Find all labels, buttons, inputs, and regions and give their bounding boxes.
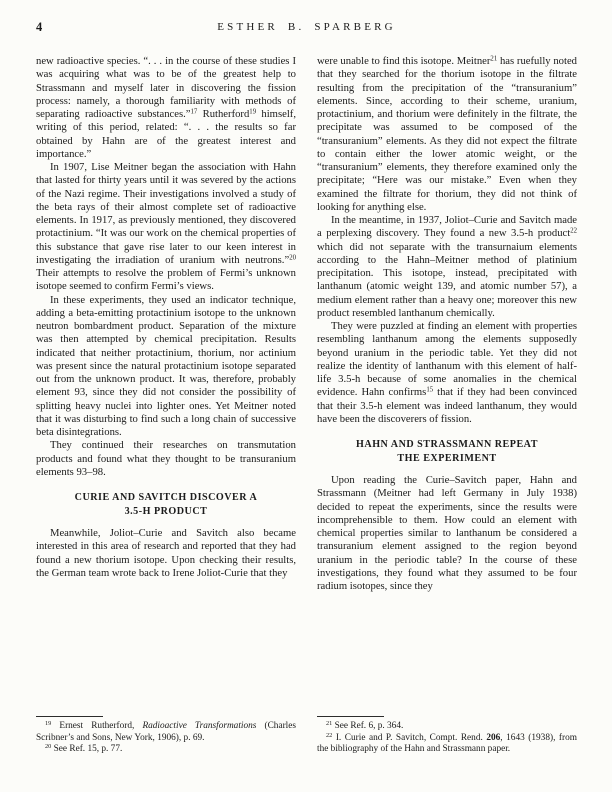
paragraph <box>36 161 296 294</box>
footnotes-block <box>36 710 296 755</box>
section-heading <box>36 491 296 518</box>
paragraph: They continued their researches on transmutation products and found what they thought to be transuranium elements 93–98. <box>36 440 296 478</box>
footnote-ref: 22 <box>570 227 577 235</box>
footnote-text: I. Curie and P. Savitch, Compt. Rend. <box>332 732 487 743</box>
footnote <box>36 744 296 755</box>
body-text: that if they had been convinced that their 3.5-h element was indeed lanthanum, they would have been the discoverers of fission. <box>317 387 577 425</box>
body-text: which did not separate with the transurnaium elements according to the Hahn–Meitner method of platinium precipitation. This isotope, instead, precipitated with lanthanum (atomic weight 139, and atomic number 57), a medium element rather than a heavy one; moreover this new product resembled lanthanum chemically. <box>317 241 577 319</box>
body-text: Their attempts to resolve the problem of Fermi’s unknown isotope seemed to confirm Fermi’s views. <box>36 268 296 293</box>
heading-line: HAHN AND STRASSMANN REPEAT <box>356 439 538 450</box>
paragraph: In these experiments, they used an indicator technique, adding a beta-emitting protactinium isotope to the unknown neutron bombardment product. Separation of the mixture was then attempted by chemical precipitation. Results indicated that neither protactinium, thorium, nor actinium was present since the natural protactinium isotope separated out from the unknown product. It was, therefore, probably element 93, since they did not consider the possibility of splitting heavy nuclei into lighter ones. Yet Meitner noted that it was disturbing to find such a long chain of successive beta disintegrations. <box>36 294 296 438</box>
heading-line: THE EXPERIMENT <box>397 452 497 464</box>
body-text: They were puzzled at finding an element with properties resembling lanthanum among the elements supposedly beyond uranium in the periodic table. Yet they did not realize the identity of lanthanum with this element of half-life 3.5-h because of some anomalies in the chemical evidence. Hahn confirms <box>317 321 577 399</box>
footnote-marker: 22 <box>326 731 333 739</box>
footnote-text: , 1643 (1938), from the bibliography of the Hahn and Strassmann paper. <box>317 732 577 754</box>
body-text: were unable to find this isotope. Meitner <box>317 56 491 67</box>
footnote-text: See Ref. 15, p. 77. <box>51 743 123 754</box>
footnotes-block <box>317 710 577 755</box>
footnote-text: (Charles Scribner’s and Sons, New York, 1906), p. 69. <box>36 721 297 743</box>
footnote-marker: 20 <box>45 742 52 750</box>
footnote-ref: 20 <box>289 254 296 262</box>
footnote <box>317 721 577 732</box>
footnote-separator <box>317 716 384 717</box>
running-head <box>36 20 577 38</box>
paragraph: Upon reading the Curie–Savitch paper, Hahn and Strassmann (Meitner had left Germany in July 1938) decided to repeat the experiments, since the results were incomprehensible to them. How could an element with chemical properties similar to lanthanum be considered a transuranium element assigned to the region beyond uranium in the periodic table? In the course of these investigations, they found what they assumed to be four radium isotopes, since they <box>317 475 577 592</box>
footnote-bold-volume: 206 <box>486 732 501 743</box>
paragraph <box>317 214 577 320</box>
running-title: ESTHER B. SPARBERG <box>217 21 396 33</box>
paragraph: Meanwhile, Joliot–Curie and Savitch also became interested in this area of research and reported that they had found a new thorium isotope. Upon checking their results, the German team wrote back to Irene Joliot-Curie that they <box>36 528 296 579</box>
section-heading <box>317 438 577 465</box>
right-column <box>317 55 577 755</box>
two-column-body <box>36 55 577 755</box>
body-text: In 1907, Lise Meitner began the association with Hahn that lasted for thirty years until it was severed by the actions of the Nazi regime. Their investigations involved a study of the beta rays of their almost complete set of radioactive elements. In 1917, as previously mentioned, they discovered protactinium. “It was our work on the chemical properties of this substance that gave rise later to our keen interest in investigating the irradiation of uranium with neutrons.” <box>36 162 296 266</box>
footnote <box>317 733 577 755</box>
page-number: 4 <box>36 20 43 34</box>
paragraph <box>317 55 577 214</box>
footnote-ref: 15 <box>426 386 434 394</box>
footnote-ref: 21 <box>490 55 498 63</box>
footnote <box>36 721 296 743</box>
footnote-separator <box>36 716 103 717</box>
heading-line: 3.5-H PRODUCT <box>124 505 208 517</box>
footnote-ref: 19 <box>249 108 257 116</box>
footnote-text: Ernest Rutherford, <box>51 721 143 732</box>
footnote-marker: 21 <box>326 720 333 728</box>
paragraph <box>317 320 577 426</box>
body-text: has ruefully noted that they searched for the thorium isotope in the filtrate resulting from the precipitation of the “transuranium” elements. Since, according to their scheme, uranium, protactinium, and thorium were definitely in the filtrate, the precipitate was assumed to be composed of the “transuranium” elements. As they did not expect the filtrate to contain either the lower atomic weight, or the “transuranium” elements, they therefore examined only the precipitate; “Here was our mistake.” Even when they examined the filtrate for thorium, they did not think of looking for anything else. <box>317 56 577 213</box>
left-column <box>36 55 296 755</box>
footnote-italic-title: Radioactive Transformations <box>142 721 257 732</box>
footnote-marker: 19 <box>45 720 52 728</box>
body-text: himself, writing of this period, related: “. . . the results so far obtained by Hahn are of the greatest interest and importance.” <box>36 109 296 160</box>
body-text: new radioactive species. “. . . in the course of these studies I was acquiring what was to be of the greatest help to Strassmann and myself later in discovering the fission process: namely, a thorough familiarity with methods of separating radioactive substances.” <box>36 56 296 120</box>
body-text: Rutherford <box>197 109 250 120</box>
body-text: In the meantime, in 1937, Joliot–Curie and Savitch made a perplexing discovery. They found a new 3.5-h product <box>317 215 577 240</box>
paragraph <box>36 55 296 161</box>
footnote-ref: 17 <box>190 108 198 116</box>
footnote-text: See Ref. 6, p. 364. <box>332 721 404 732</box>
heading-line: CURIE AND SAVITCH DISCOVER A <box>74 492 258 503</box>
